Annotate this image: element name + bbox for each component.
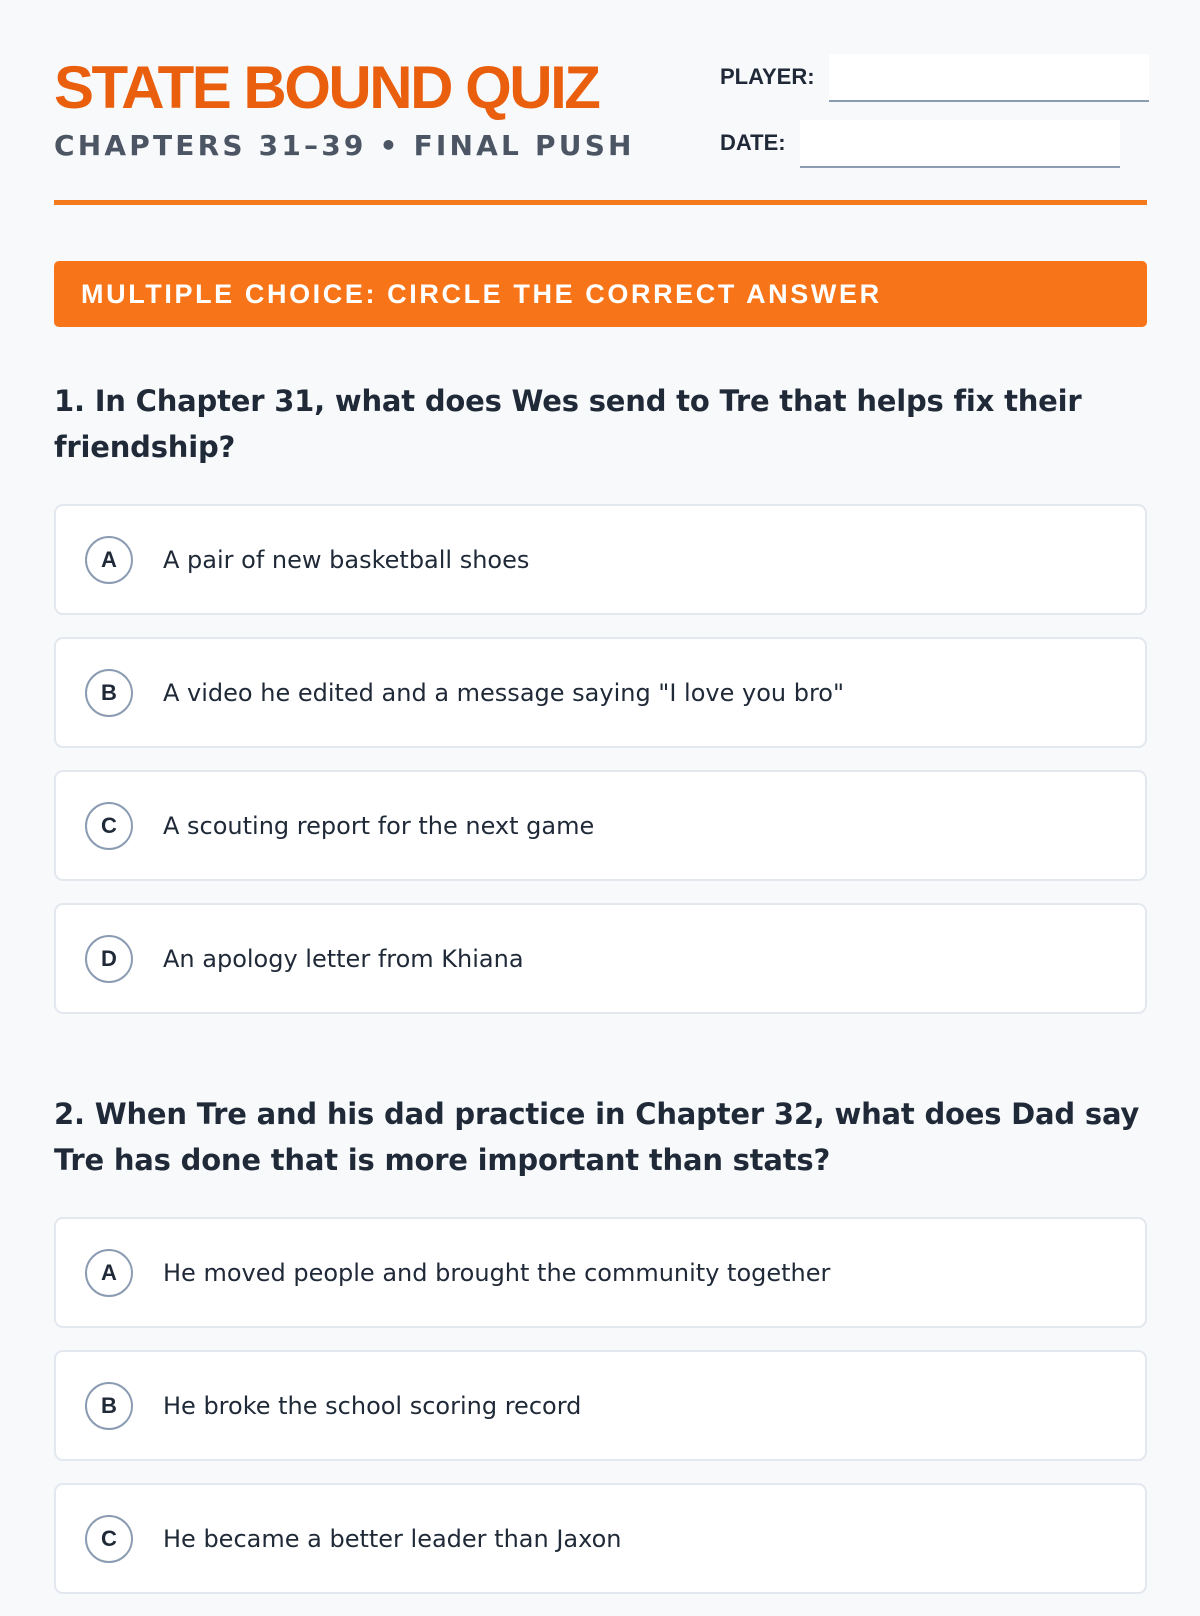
section-banner — [54, 261, 1147, 327]
player-input[interactable] — [829, 54, 1149, 102]
option-letter-badge: C — [85, 802, 133, 850]
player-field — [720, 54, 1149, 102]
player-label: PLAYER: — [720, 64, 815, 89]
option-text: He moved people and brought the community together — [163, 1258, 831, 1287]
date-label: DATE: — [720, 130, 786, 155]
quiz-header — [54, 0, 1147, 206]
quiz-title: STATE BOUND QUIZ — [54, 54, 599, 121]
answer-option-b[interactable] — [54, 637, 1147, 748]
date-input[interactable] — [800, 120, 1120, 168]
option-letter-badge: B — [85, 1382, 133, 1430]
quiz-subtitle: CHAPTERS 31–39 • FINAL PUSH — [54, 129, 635, 162]
option-text: A video he edited and a message saying "I love you bro" — [163, 678, 845, 707]
answer-options — [54, 504, 1147, 1014]
option-text: He became a better leader than Jaxon — [163, 1524, 622, 1553]
option-letter-badge: A — [85, 536, 133, 584]
section-heading: MULTIPLE CHOICE: CIRCLE THE CORRECT ANSWER — [81, 278, 882, 309]
option-text: A pair of new basketball shoes — [163, 545, 530, 574]
answer-options — [54, 1217, 1147, 1594]
header-divider — [54, 200, 1147, 205]
option-letter-badge: B — [85, 669, 133, 717]
option-text: He broke the school scoring record — [163, 1391, 582, 1420]
option-letter-badge: D — [85, 935, 133, 983]
answer-option-c[interactable] — [54, 770, 1147, 881]
question-2 — [54, 1091, 1147, 1616]
option-text: A scouting report for the next game — [163, 811, 595, 840]
question-text: 2. When Tre and his dad practice in Chapter 32, what does Dad say Tre has done that is more important than stats? — [54, 1097, 1140, 1177]
answer-option-a[interactable] — [54, 504, 1147, 615]
answer-option-c[interactable] — [54, 1483, 1147, 1594]
date-field — [720, 120, 1120, 168]
answer-option-d[interactable] — [54, 903, 1147, 1014]
answer-option-a[interactable] — [54, 1217, 1147, 1328]
option-letter-badge: A — [85, 1249, 133, 1297]
question-text: 1. In Chapter 31, what does Wes send to Tre that helps fix their friendship? — [54, 384, 1082, 464]
answer-option-b[interactable] — [54, 1350, 1147, 1461]
option-letter-badge: C — [85, 1515, 133, 1563]
question-1 — [54, 378, 1147, 1036]
quiz-page — [54, 0, 1147, 1553]
option-text: An apology letter from Khiana — [163, 944, 524, 973]
